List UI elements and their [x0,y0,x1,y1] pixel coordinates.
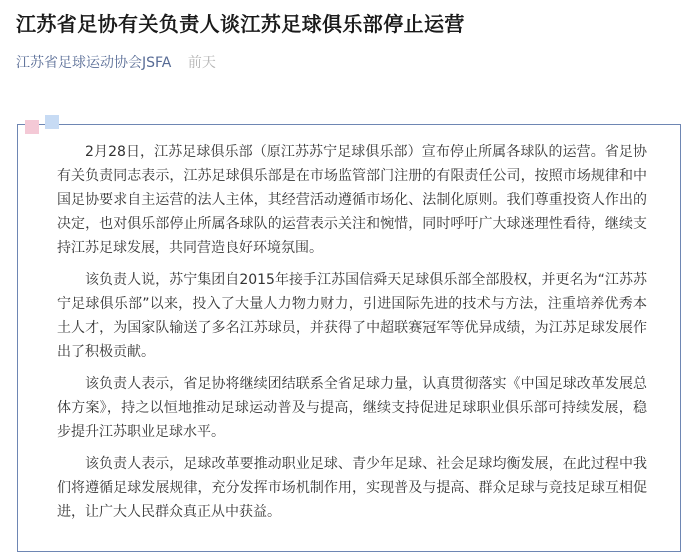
article-paragraph-4: 该负责人表示，足球改革要推动职业足球、青少年足球、社会足球均衡发展，在此过程中我们将遵循足球发展规律，充分发挥市场机制作用，实现普及与提高、群众足球与竞技足球互相促进，让广大人民群众真正从中获益。 [57,456,647,520]
article-meta [16,52,216,74]
decorative-pink-square [25,120,39,134]
article-paragraph-3: 该负责人表示，省足协将继续团结联系全省足球力量，认真贯彻落实《中国足球改革发展总体方案》，持之以恒地推动足球运动普及与提高，继续支持促进足球职业俱乐部可持续发展，稳步提升江苏职业足球水平。 [57,376,647,440]
article-title: 江苏省足协有关负责人谈江苏足球俱乐部停止运营 [16,12,465,36]
article-paragraph-1: 2月28日，江苏足球俱乐部（原江苏苏宁足球俱乐部）宣布停止所属各球队的运营。省足协有关负责同志表示，江苏足球俱乐部是在市场监管部门注册的有限责任公司，按照市场规律和中国足协要求自主运营的法人主体，其经营活动遵循市场化、法制化原则。我们尊重投资人作出的决定，也对俱乐部停止所属各球队的运营表示关注和惋惜，同时呼吁广大球迷理性看待，继续支持江苏足球发展，共同营造良好环境氛围。 [57,144,647,256]
decorative-blue-square [45,115,59,129]
article-paragraph-2: 该负责人说，苏宁集团自2015年接手江苏国信舜天足球俱乐部全部股权，并更名为“江苏苏宁足球俱乐部”以来，投入了大量人力物力财力，引进国际先进的技术与方法，注重培养优秀本土人才，为国家队输送了多名江苏球员，并获得了中超联赛冠军等优异成绩，为江苏足球发展作出了积极贡献。 [57,272,647,360]
author-link[interactable]: 江苏省足球运动协会JSFA [16,55,172,71]
publish-time: 前天 [187,55,216,71]
article-body [57,140,647,532]
